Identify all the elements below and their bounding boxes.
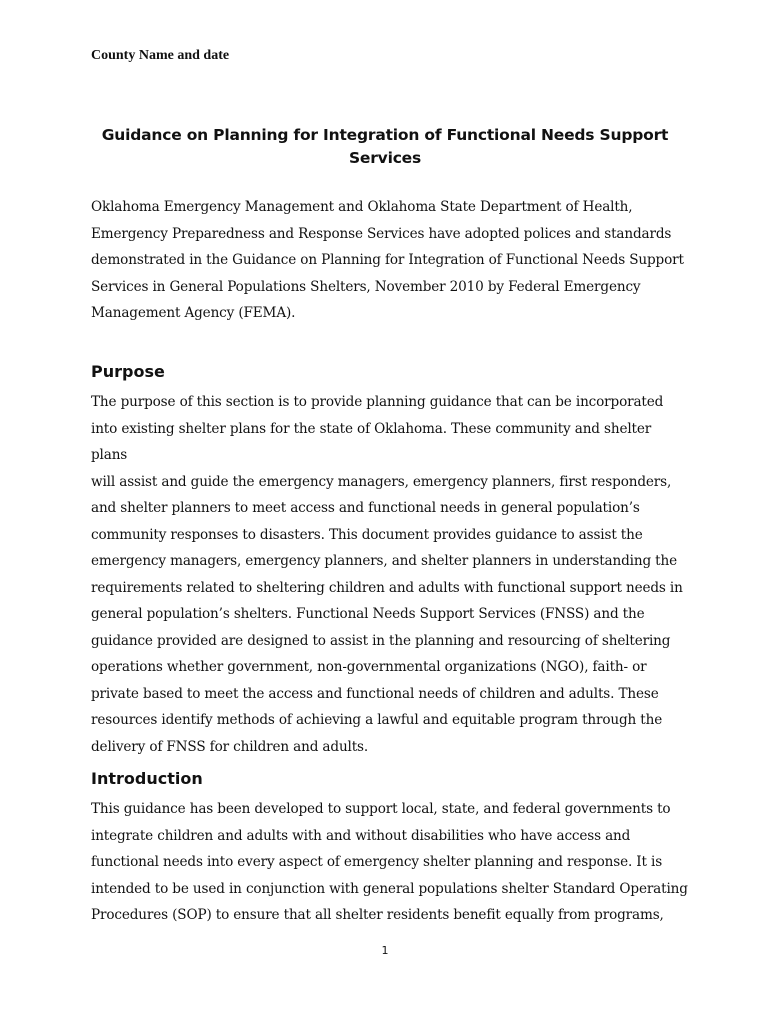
introduction-heading: Introduction bbox=[91, 769, 203, 788]
intro-paragraph: Oklahoma Emergency Management and Oklahoma State Department of Health, Emergency Preparedness and Response Services have adopted polices and standards demonstrated in the Guidance on Planning for Integration of Functional Needs Support Services in General Populations Shelters, November 2010 by Federal Emergency Management Agency (FEMA). bbox=[91, 199, 684, 321]
document-title: Guidance on Planning for Integration of Functional Needs Support Services bbox=[101, 126, 669, 167]
purpose-heading: Purpose bbox=[91, 362, 165, 381]
page-number: 1 bbox=[381, 944, 389, 957]
introduction-paragraph: This guidance has been developed to support local, state, and federal governments to integrate children and adults with and without disabilities who have access and functional needs into every aspect of emergency shelter planning and response. It is intended to be used in conjunction with general populations shelter Standard Operating Procedures (SOP) to ensure that all shelter residents benefit equally from programs, bbox=[91, 801, 688, 923]
county-name-and-date: County Name and date bbox=[91, 48, 230, 63]
purpose-paragraph: The purpose of this section is to provide planning guidance that can be incorporated into existing shelter plans for the state of Oklahoma. These community and shelter plans will assist and guide the emergency managers, emergency planners, first responders, and shelter planners to meet access and functional needs in general population’s community responses to disasters. This document provides guidance to assist the emergency managers, emergency planners, and shelter planners in understanding the requirements related to sheltering children and adults with functional support needs in general population’s shelters. Functional Needs Support Services (FNSS) and the guidance provided are designed to assist in the planning and resourcing of sheltering operations whether government, non-governmental organizations (NGO), faith- or private based to meet the access and functional needs of children and adults. These resources identify methods of achieving a lawful and equitable program through the delivery of FNSS for children and adults. bbox=[91, 394, 683, 755]
